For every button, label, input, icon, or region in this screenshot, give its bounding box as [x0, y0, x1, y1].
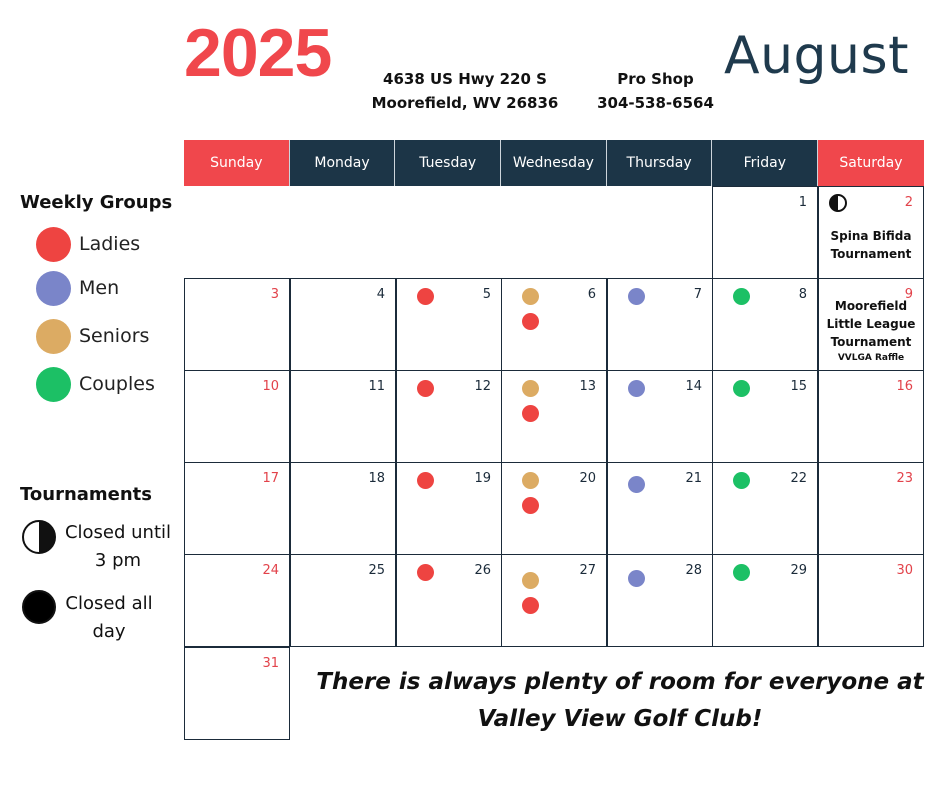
legend-label: Men — [79, 277, 120, 299]
day-cell-14[interactable] — [607, 370, 713, 463]
closed-until-line-2: 3 pm — [94, 550, 142, 571]
day-cell-18[interactable] — [290, 462, 396, 555]
seniors-dot-icon — [36, 319, 71, 354]
day-number: 1 — [798, 195, 807, 210]
half-moon-icon — [22, 520, 56, 554]
slogan-line-1: There is always plenty of room for everyone at — [316, 669, 924, 695]
day-number: 5 — [482, 287, 491, 302]
seniors-dot-icon — [522, 380, 539, 397]
legend-seniors — [36, 318, 149, 354]
day-number: 11 — [368, 379, 385, 394]
day-number: 4 — [376, 287, 385, 302]
day-number: 22 — [790, 471, 807, 486]
day-number: 29 — [790, 563, 807, 578]
seniors-dot-icon — [522, 288, 539, 305]
pro-shop-label: Pro Shop — [617, 70, 694, 88]
weekday-saturday: Saturday — [818, 140, 924, 186]
day-cell-6[interactable] — [501, 278, 607, 371]
day-cell-4[interactable] — [290, 278, 396, 371]
men-dot-icon — [628, 570, 645, 587]
closed-until-line-1: Closed until — [64, 522, 172, 543]
day-number: 28 — [685, 563, 702, 578]
event-aug2-line-1: Spina Bifida — [830, 229, 912, 243]
day-cell-20[interactable] — [501, 462, 607, 555]
day-number: 8 — [798, 287, 807, 302]
slogan-line-2: Valley View Golf Club! — [477, 706, 763, 732]
ladies-dot-icon — [417, 380, 434, 397]
weekday-monday: Monday — [290, 140, 396, 186]
legend-couples — [36, 366, 155, 402]
day-cell-25[interactable] — [290, 554, 396, 647]
day-cell-10[interactable] — [184, 370, 290, 463]
day-cell-26[interactable] — [396, 554, 502, 647]
day-cell-12[interactable] — [396, 370, 502, 463]
day-cell-2[interactable] — [818, 186, 924, 279]
event-aug9-line-3: Tournament — [830, 335, 912, 349]
day-cell-29[interactable] — [712, 554, 818, 647]
day-cell-15[interactable] — [712, 370, 818, 463]
day-number: 12 — [474, 379, 491, 394]
pro-shop — [588, 67, 723, 115]
calendar — [184, 140, 924, 186]
day-number: 23 — [896, 471, 913, 486]
day-number: 18 — [368, 471, 385, 486]
day-cell-11[interactable] — [290, 370, 396, 463]
couples-dot-icon — [733, 564, 750, 581]
day-cell-8[interactable] — [712, 278, 818, 371]
closed-all-line-2: day — [92, 621, 126, 642]
weekday-header — [184, 140, 924, 186]
day-number: 31 — [262, 656, 279, 671]
closed-all-line-1: Closed all — [65, 593, 153, 614]
ladies-dot-icon — [522, 405, 539, 422]
ladies-dot-icon — [417, 564, 434, 581]
weekday-thursday: Thursday — [607, 140, 713, 186]
ladies-dot-icon — [522, 597, 539, 614]
day-number: 19 — [474, 471, 491, 486]
legend-men — [36, 270, 119, 306]
day-cell-23[interactable] — [818, 462, 924, 555]
full-circle-icon — [22, 590, 56, 624]
day-number: 24 — [262, 563, 279, 578]
day-number: 21 — [685, 471, 702, 486]
men-dot-icon — [628, 476, 645, 493]
ladies-dot-icon — [417, 288, 434, 305]
address — [360, 67, 570, 115]
couples-dot-icon — [733, 288, 750, 305]
couples-dot-icon — [733, 380, 750, 397]
day-cell-24[interactable] — [184, 554, 290, 647]
day-number: 3 — [270, 287, 279, 302]
weekly-groups-title: Weekly Groups — [20, 192, 173, 213]
half-moon-icon — [829, 194, 847, 212]
day-number: 30 — [896, 563, 913, 578]
address-line-2: Moorefield, WV 26836 — [371, 94, 559, 112]
seniors-dot-icon — [522, 472, 539, 489]
closed-until-label — [58, 519, 178, 575]
year-title: 2025 — [184, 15, 332, 91]
day-cell-19[interactable] — [396, 462, 502, 555]
day-number: 20 — [579, 471, 596, 486]
ladies-dot-icon — [36, 227, 71, 262]
event-aug9-line-1: Moorefield — [834, 299, 908, 313]
event-aug2-line-2: Tournament — [830, 247, 912, 261]
day-number: 15 — [790, 379, 807, 394]
day-cell-30[interactable] — [818, 554, 924, 647]
weekday-wednesday: Wednesday — [501, 140, 607, 186]
couples-dot-icon — [733, 472, 750, 489]
day-number: 9 — [904, 287, 913, 302]
couples-dot-icon — [36, 367, 71, 402]
day-cell-22[interactable] — [712, 462, 818, 555]
event-aug9-line-2: Little League — [826, 317, 916, 331]
legend-label: Seniors — [79, 325, 150, 347]
day-cell-5[interactable] — [396, 278, 502, 371]
day-number: 7 — [693, 287, 702, 302]
weekday-tuesday: Tuesday — [395, 140, 501, 186]
men-dot-icon — [36, 271, 71, 306]
day-number: 25 — [368, 563, 385, 578]
ladies-dot-icon — [417, 472, 434, 489]
day-cell-28[interactable] — [607, 554, 713, 647]
day-cell-27[interactable] — [501, 554, 607, 647]
day-cell-16[interactable] — [818, 370, 924, 463]
day-cell-21[interactable] — [607, 462, 713, 555]
day-number: 2 — [904, 195, 913, 210]
month-title: August — [724, 26, 909, 86]
day-number: 14 — [685, 379, 702, 394]
day-number: 6 — [587, 287, 596, 302]
day-cell-17[interactable] — [184, 462, 290, 555]
ladies-dot-icon — [522, 497, 539, 514]
legend-ladies — [36, 226, 140, 262]
day-cell-13[interactable] — [501, 370, 607, 463]
event-aug9-line-4: VVLGA Raffle — [837, 353, 905, 363]
day-cell-3[interactable] — [184, 278, 290, 371]
day-number: 13 — [579, 379, 596, 394]
day-cell-31[interactable] — [184, 647, 290, 740]
seniors-dot-icon — [522, 572, 539, 589]
day-cell-7[interactable] — [607, 278, 713, 371]
day-number: 16 — [896, 379, 913, 394]
pro-shop-phone: 304-538-6564 — [597, 94, 714, 112]
slogan — [300, 664, 940, 738]
address-line-1: 4638 US Hwy 220 S — [383, 70, 547, 88]
day-number: 27 — [579, 563, 596, 578]
legend-label: Ladies — [79, 233, 141, 255]
legend-label: Couples — [79, 373, 155, 395]
men-dot-icon — [628, 288, 645, 305]
weekday-friday: Friday — [712, 140, 818, 186]
day-number: 17 — [262, 471, 279, 486]
day-cell-9[interactable] — [818, 278, 924, 371]
day-number: 10 — [262, 379, 279, 394]
day-number: 26 — [474, 563, 491, 578]
men-dot-icon — [628, 380, 645, 397]
weekday-sunday: Sunday — [184, 140, 290, 186]
tournaments-title: Tournaments — [20, 484, 153, 505]
day-cell-1[interactable] — [712, 186, 818, 279]
closed-all-day-label — [58, 590, 160, 646]
ladies-dot-icon — [522, 313, 539, 330]
